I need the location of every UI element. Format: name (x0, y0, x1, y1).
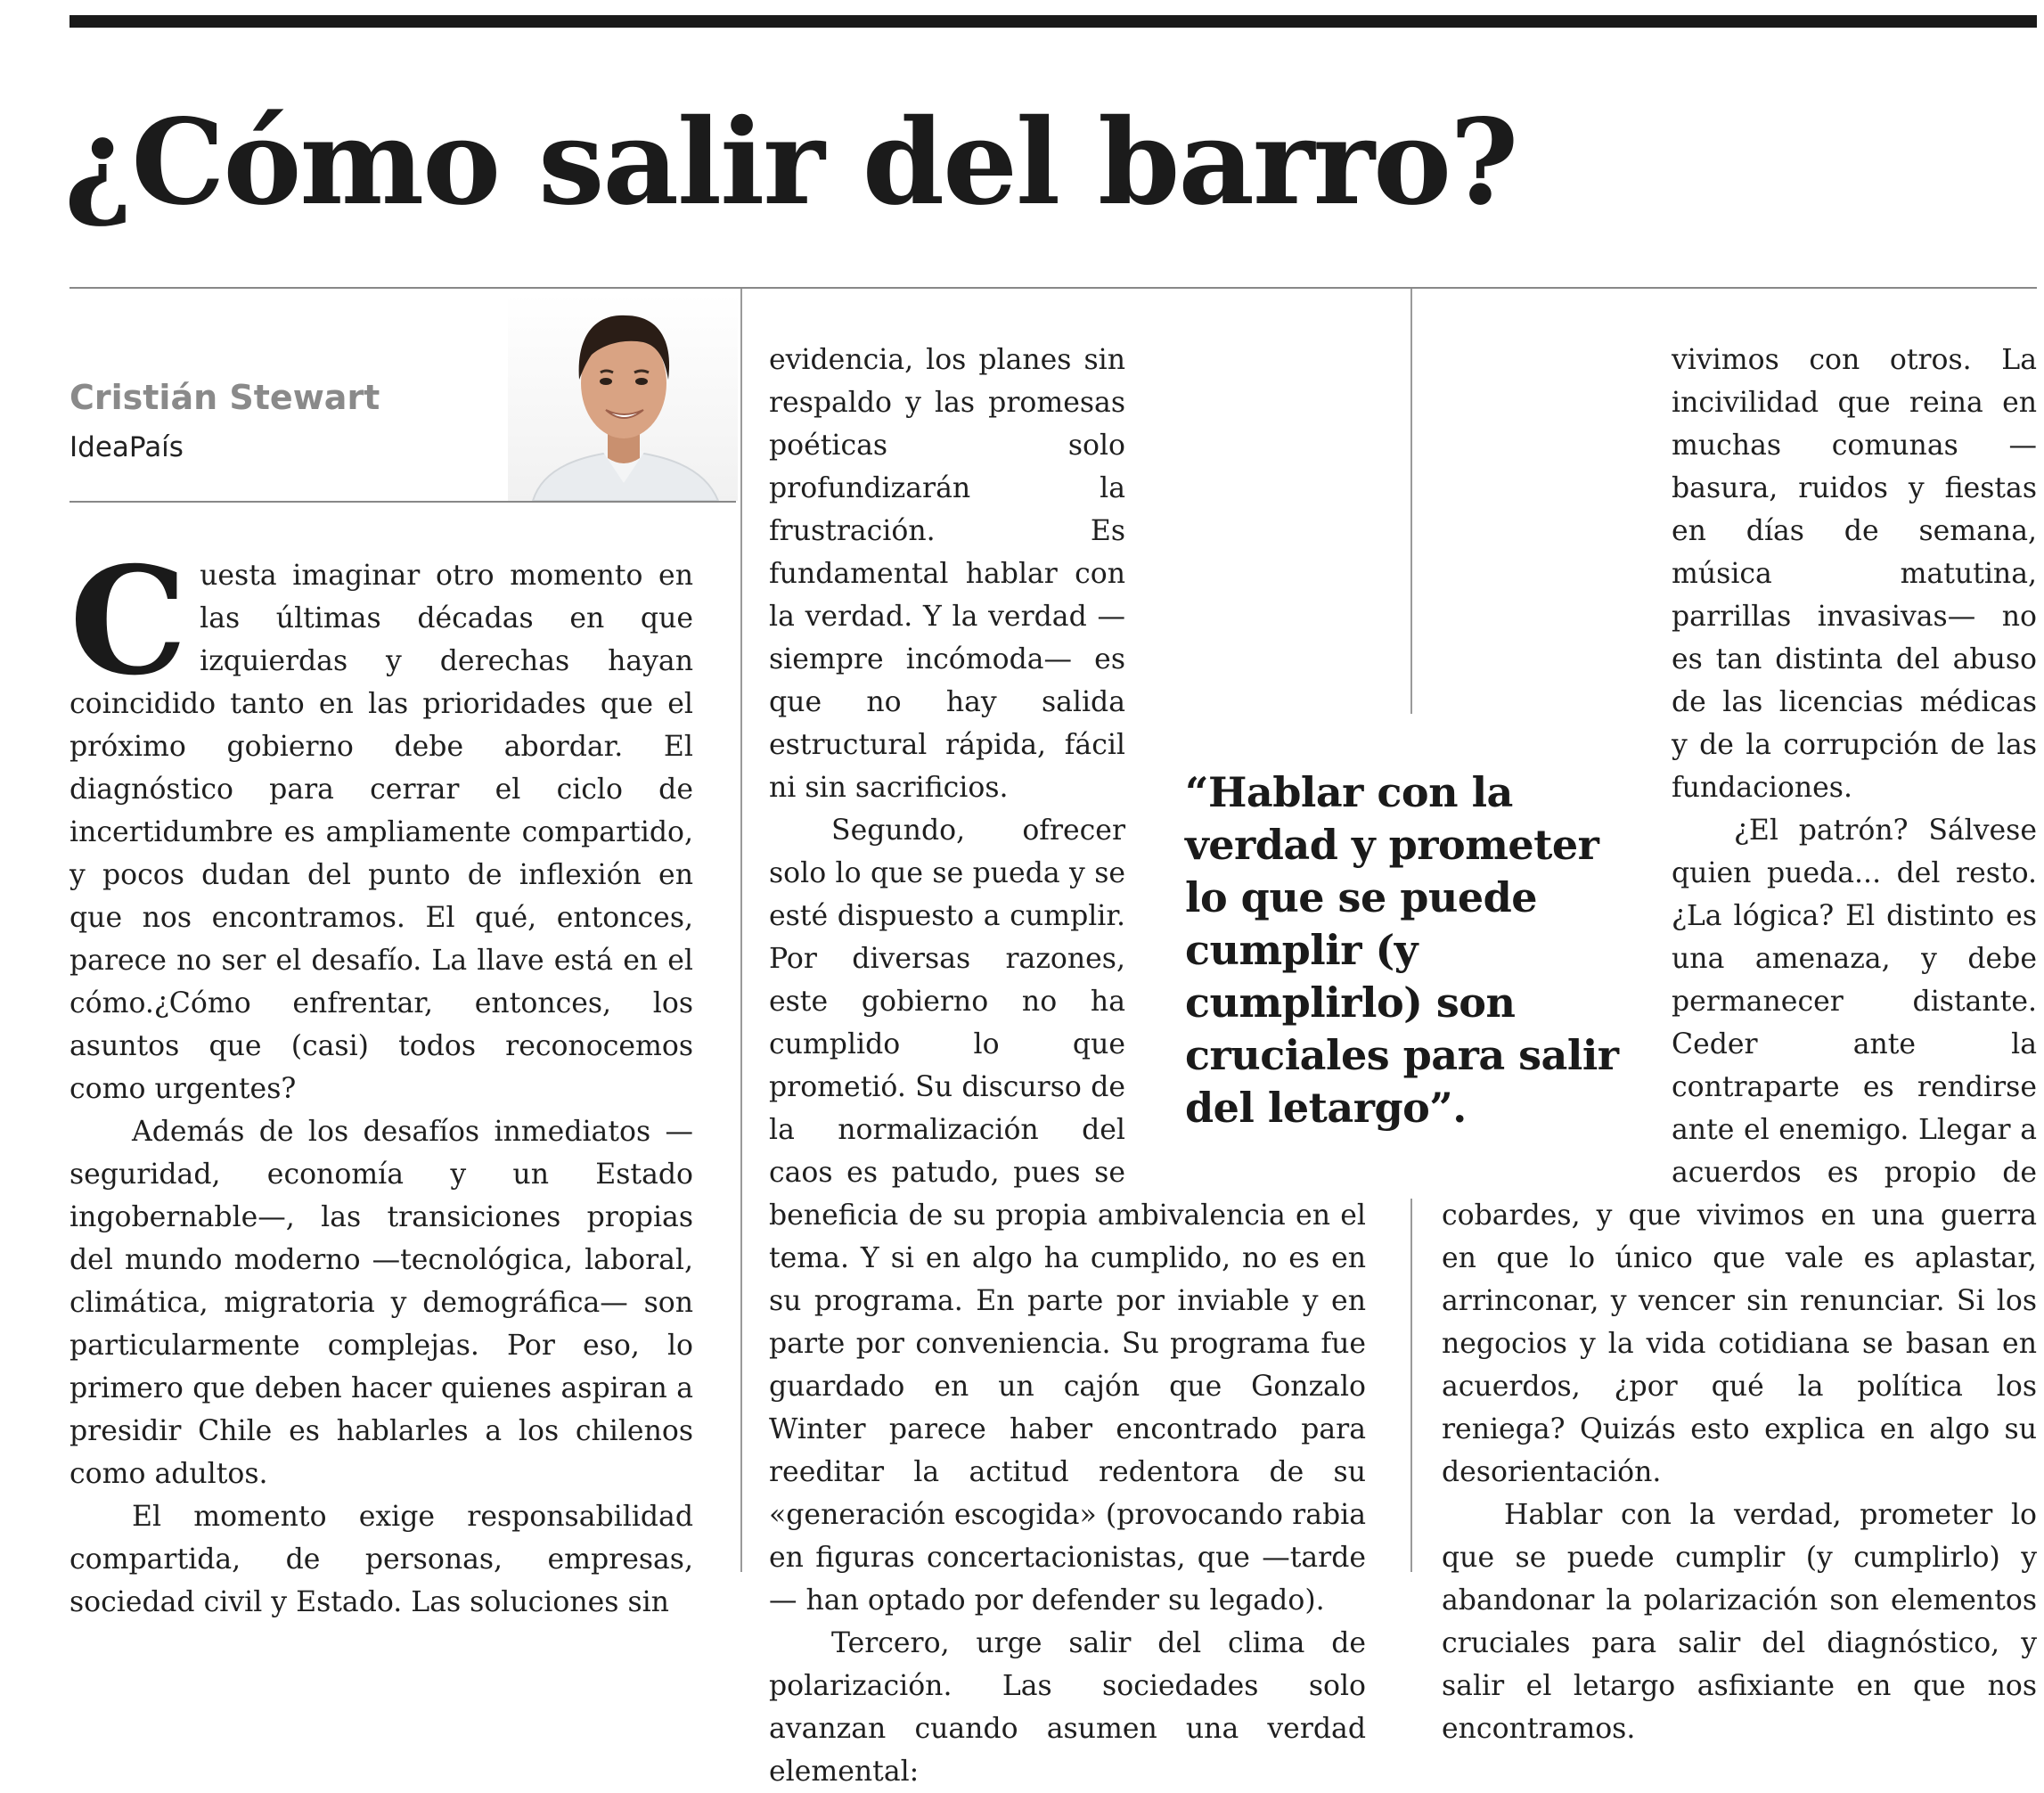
paragraph: Además de los desafíos inmediatos —seguridad, economía y un Estado ingobernable—, las transiciones propias del mundo moderno —tecnológica, laboral, climática, migratoria y demográfica— son particularmente complejas. Por eso, lo primero que deben hacer quienes aspiran a presidir Chile es hablarles a los chilenos como adultos. (69, 1116, 693, 1490)
byline-divider (69, 501, 736, 503)
paragraph: evidencia, los planes sin respaldo y las promesas poéticas solo profundizarán la frustración. Es fundamental hablar con la verdad. Y la verdad —siempre incómoda— es que no hay salida estructural rápida, fácil ni sin sacrificios. (769, 344, 1125, 804)
column-divider-2-bottom (1410, 1199, 1412, 1572)
paragraph: Hablar con la verdad, prometer lo que se puede cumplir (y cumplirlo) y abandonar la polarización son elementos cruciales para salir del diagnóstico, y salir el letargo asfixiante en que nos encontramos. (1442, 1499, 2037, 1745)
paragraph: El momento exige responsabilidad compartida, de personas, empresas, sociedad civil y Estado. Las soluciones sin (69, 1501, 693, 1618)
column-divider-1 (740, 289, 742, 1572)
paragraph: Segundo, ofrecer solo lo que se pueda y se esté dispuesto a cumplir. Por diversas razones, este gobierno no ha cumplido lo que prometió. Su discurso de la normalización del caos es patudo, pues se beneficia de su propia ambivalencia en el tema. Y si en algo ha cumplido, no es en su programa. En parte por inviable y en parte por conveniencia. Su programa fue guardado en un cajón que Gonzalo Winter parece haber encontrado para reeditar la actitud redentora de su «generación escogida» (provocando rabia en figuras concertacionistas, que —tarde— han optado por defender su legado). (769, 815, 1366, 1617)
paragraph: ¿El patrón? Sálvese quien pueda... del resto. ¿La lógica? El distinto es una amenaza, y debe permanecer distante. Ceder ante la contraparte es rendirse ante el enemigo. Llegar a acuerdos es propio de cobardes, y que vivimos en una guerra en que lo único que vale es aplastar, arrinconar, y vencer sin renunciar. Si los negocios y la vida cotidiana se basan en acuerdos, ¿por qué la política los reniega? Quizás esto explica en algo su desorientación. (1442, 815, 2037, 1488)
article-column-1 (69, 535, 693, 1624)
paragraph: vivimos con otros. La incivilidad que reina en muchas comunas —basura, ruidos y fiestas en días de semana, música matutina, parrillas invasivas— no es tan distinta del abuso de las licencias médicas y de la corrupción de las fundaciones. (1672, 344, 2037, 804)
top-rule (69, 15, 2037, 28)
author-affiliation: IdeaPaís (69, 431, 184, 463)
author-name: Cristián Stewart (69, 378, 380, 417)
drop-cap: C (69, 535, 188, 708)
paragraph: Tercero, urge salir del clima de polarización. Las sociedades solo avanzan cuando asumen una verdad elemental: (769, 1627, 1366, 1788)
headline: ¿Cómo salir del barro? (64, 94, 1517, 232)
author-portrait (508, 294, 738, 501)
column-divider-2-top (1410, 289, 1412, 714)
header-divider (69, 287, 2037, 289)
pull-quote: “Hablar con la verdad y prometer lo que se puede cumplir (y cumplirlo) son cruciales para salir del letargo”. (1185, 768, 1619, 1132)
paragraph: Cuesta imaginar otro momento en las últimas décadas en que izquierdas y derechas hayan coincidido tanto en las prioridades que el próximo gobierno debe abordar. El diagnóstico para cerrar el ciclo de incertidumbre es ampliamente compartido, y pocos dudan del punto de inflexión en que nos encontramos. El qué, entonces, parece no ser el desafío. La llave está en el cómo.¿Cómo enfrentar, entonces, los asuntos que (casi) todos reconocemos como urgentes? (69, 535, 693, 1105)
